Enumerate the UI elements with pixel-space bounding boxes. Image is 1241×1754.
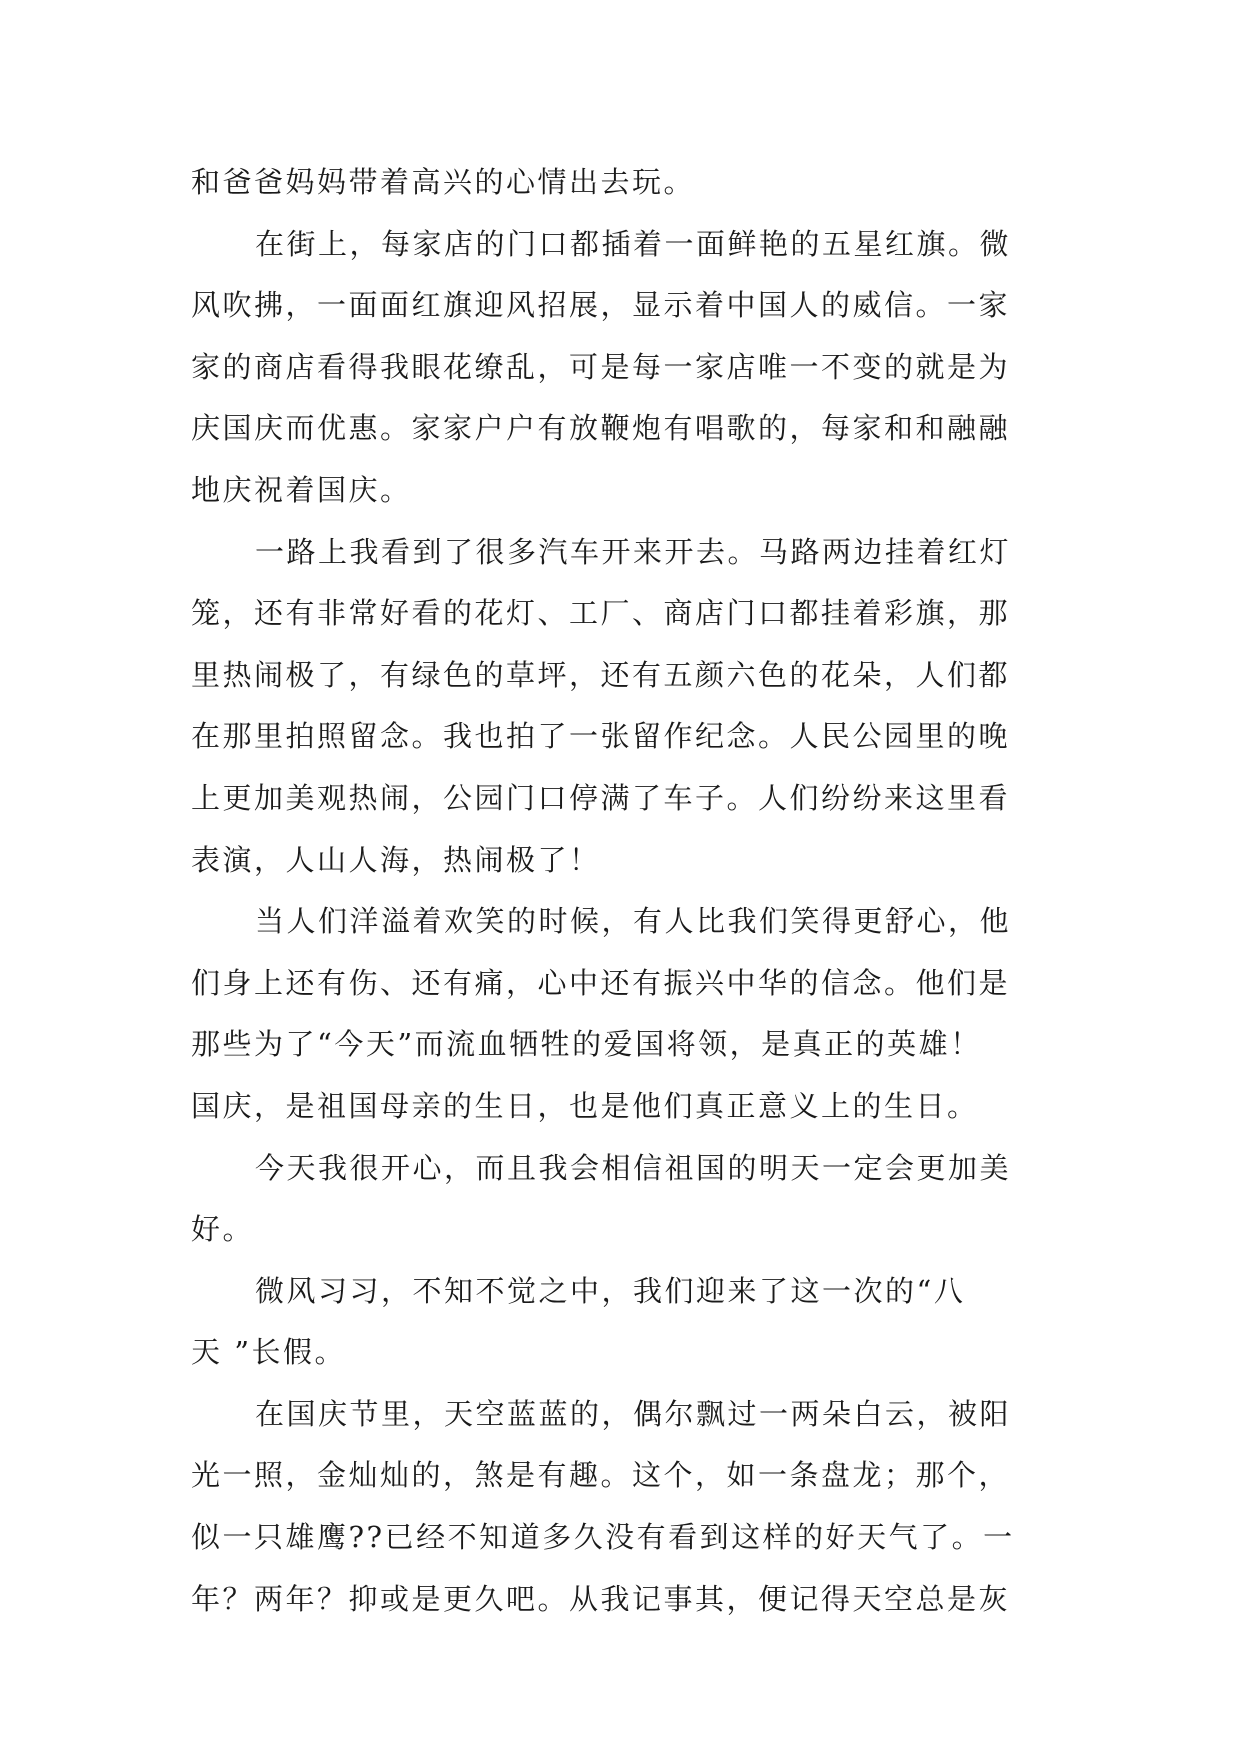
paragraph-line: 表演，人山人海，热闹极了！ <box>191 842 601 877</box>
paragraph-first-line: 今天我很开心，而且我会相信祖国的明天一定会更加美 <box>255 1150 1012 1185</box>
paragraph-first-line: 在街上，每家店的门口都插着一面鲜艳的五星红旗。微 <box>255 226 1012 261</box>
paragraph-line: 似一只雄鹰??已经不知道多久没有看到这样的好天气了。一 <box>191 1520 1015 1555</box>
paragraph-first-line: 当人们洋溢着欢笑的时候，有人比我们笑得更舒心，他 <box>255 904 1012 939</box>
paragraph-line: 和爸爸妈妈带着高兴的心情出去玩。 <box>191 165 696 199</box>
paragraph-first-line: 在国庆节里，天空蓝蓝的，偶尔飘过一两朵白云，被阳 <box>255 1396 1012 1431</box>
paragraph-line: 风吹拂，一面面红旗迎风招展，显示着中国人的威信。一家 <box>191 288 1011 323</box>
paragraph-line: 好。 <box>191 1212 255 1247</box>
paragraph-line: 家的商店看得我眼花缭乱，可是每一家店唯一不变的就是为 <box>191 349 1011 384</box>
paragraph-first-line: 一路上我看到了很多汽车开来开去。马路两边挂着红灯 <box>255 534 1012 569</box>
paragraph-line: 笼，还有非常好看的花灯、工厂、商店门口都挂着彩旗，那 <box>191 596 1011 631</box>
paragraph-line: 地庆祝着国庆。 <box>191 472 412 507</box>
paragraph-line: 里热闹极了，有绿色的草坪，还有五颜六色的花朵，人们都 <box>191 657 1011 692</box>
document-body <box>191 152 1051 1630</box>
paragraph-line: 天 ”长假。 <box>191 1335 347 1370</box>
paragraph-first-line: 微风习习，不知不觉之中，我们迎来了这一次的“八 <box>255 1273 966 1308</box>
paragraph-line: 年？两年？抑或是更久吧。从我记事其，便记得天空总是灰 <box>191 1581 1011 1616</box>
paragraph-line: 们身上还有伤、还有痛，心中还有振兴中华的信念。他们是 <box>191 965 1011 1000</box>
paragraph-line: 那些为了“今天”而流血牺牲的爱国将领，是真正的英雄！ <box>191 1027 982 1062</box>
paragraph-line: 国庆，是祖国母亲的生日，也是他们真正意义上的生日。 <box>191 1088 979 1123</box>
paragraph-line: 在那里拍照留念。我也拍了一张留作纪念。人民公园里的晚 <box>191 719 1011 754</box>
paragraph-line: 光一照，金灿灿的，煞是有趣。这个，如一条盘龙；那个， <box>191 1458 1011 1493</box>
paragraph-line: 庆国庆而优惠。家家户户有放鞭炮有唱歌的，每家和和融融 <box>191 411 1011 446</box>
paragraph-line: 上更加美观热闹，公园门口停满了车子。人们纷纷来这里看 <box>191 780 1011 815</box>
